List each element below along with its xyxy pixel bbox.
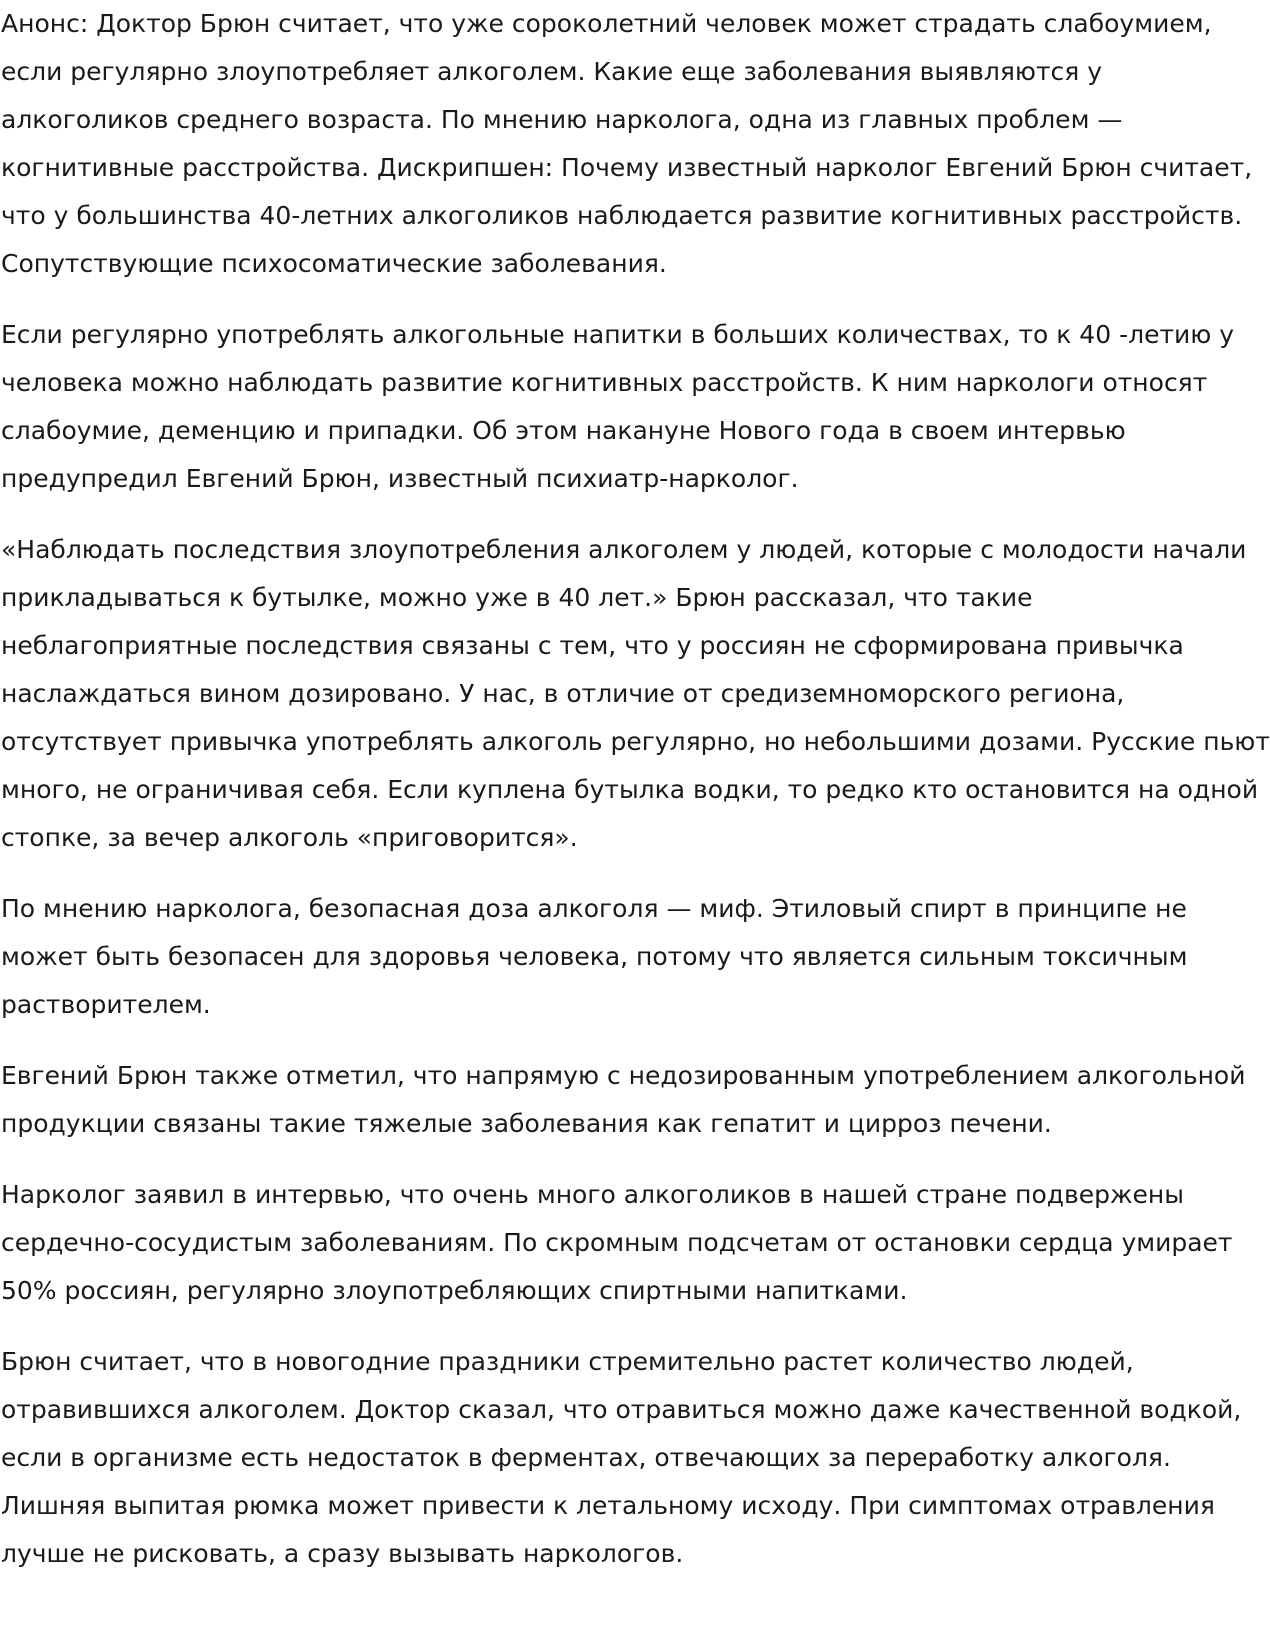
article-paragraph: «Наблюдать последствия злоупотребления алкоголем у людей, которые с молодости начали прикладываться к бутылке, можно уже в 40 лет.» Брюн рассказал, что такие неблагоприятные последствия связаны с тем, что у россиян не сформирована привычка наслаждаться вином дозировано. У нас, в отличие от средиземноморского региона, отсутствует привычка употреблять алкоголь регулярно, но небольшими дозами. Русские пьют много, не ограничивая себя. Если куплена бутылка водки, то редко кто остановится на одной стопке, за вечер алкоголь «приговорится».	[1, 535, 1270, 852]
article-paragraph: Евгений Брюн также отметил, что напрямую с недозированным употреблением алкогольной продукции связаны такие тяжелые заболевания как гепатит и цирроз печени.	[1, 1061, 1246, 1138]
article-paragraph: Нарколог заявил в интервью, что очень много алкоголиков в нашей стране подвержены сердечно-сосудистым заболеваниям. По скромным подсчетам от остановки сердца умирает 50% россиян, регулярно злоупотребляющих спиртными напитками.	[1, 1180, 1233, 1305]
article-paragraph: Если регулярно употреблять алкогольные напитки в больших количествах, то к 40 -летию у человека можно наблюдать развитие когнитивных расстройств. К ним наркологи относят слабоумие, деменцию и припадки. Об этом накануне Нового года в своем интервью предупредил Евгений Брюн, известный психиатр-нарколог.	[1, 320, 1235, 493]
article-paragraph-announcement: Анонс: Доктор Брюн считает, что уже сороколетний человек может страдать слабоумием, если регулярно злоупотребляет алкоголем. Какие еще заболевания выявляются у алкоголиков среднего возраста. По мнению нарколога, одна из главных проблем — когнитивные расстройства. Дискрипшен: Почему известный нарколог Евгений Брюн считает, что у большинства 40-летних алкоголиков наблюдается развитие когнитивных расстройств. Сопутствующие психосоматические заболевания.	[1, 9, 1253, 278]
article-paragraph: По мнению нарколога, безопасная доза алкоголя — миф. Этиловый спирт в принципе не может быть безопасен для здоровья человека, потому что является сильным токсичным растворителем.	[1, 894, 1188, 1019]
article-paragraph: Брюн считает, что в новогодние праздники стремительно растет количество людей, отравившихся алкоголем. Доктор сказал, что отравиться можно даже качественной водкой, если в организме есть недостаток в ферментах, отвечающих за переработку алкоголя. Лишняя выпитая рюмка может привести к летальному исходу. При симптомах отравления лучше не рисковать, а сразу вызывать наркологов.	[1, 1347, 1242, 1568]
